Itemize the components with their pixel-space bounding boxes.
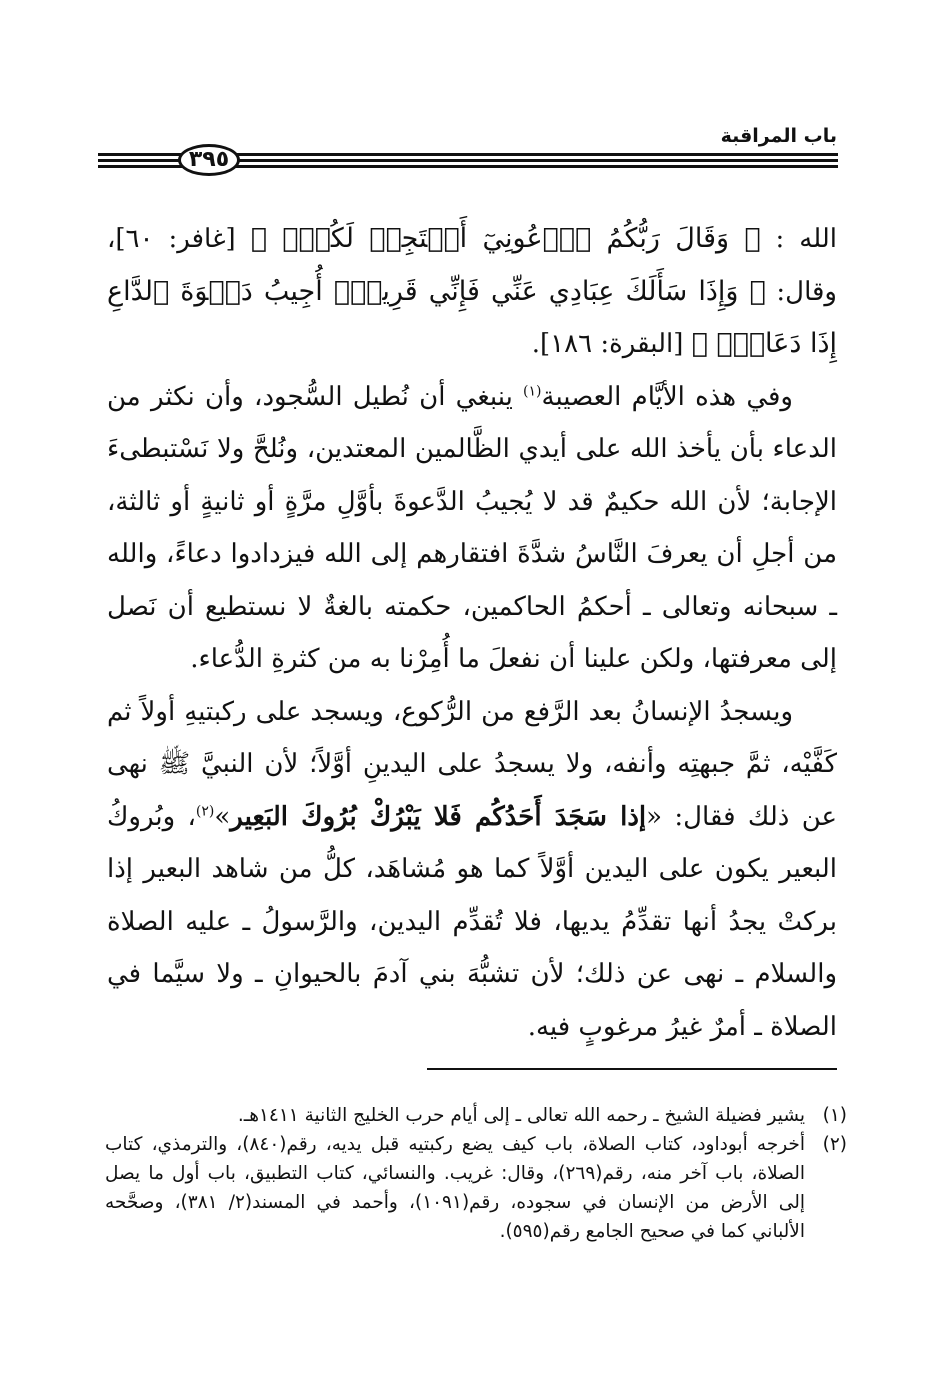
footnote-marker-1: (١) bbox=[523, 382, 542, 399]
footnote-number: (٢) bbox=[822, 1134, 847, 1155]
footnote-text: أخرجه أبوداود، كتاب الصلاة، باب كيف يضع ركبتيه قبل يديه، رقم(٨٤٠)، والترمذي، كتاب الصلاة، باب آخر منه، رقم(٢٦٩)، وقال: غريب. والنسائي، كتاب التطبيق، باب أول ما يصل إلى الأرض من الإنسان في سجوده، رقم(١٠٩١)، وأحمد في المسند(٢/ ٣٨١)، وصحَّحه الألباني كما في صحيح الجامع رقم(٥٩٥). bbox=[105, 1134, 806, 1242]
paragraph-lead: الله : bbox=[760, 224, 837, 254]
quran-verse-baqarah: ﴿ وَإِذَا سَأَلَكَ عِبَادِي عَنِّي فَإِنِّي قَرِيبٌۖ أُجِيبُ دَعۡوَةَ ٱلدَّاعِ إِذَا دَعَانِۖ ﴾ bbox=[107, 275, 837, 359]
main-text bbox=[107, 213, 837, 1053]
verse-reference-baqarah: [البقرة: ١٨٦]. bbox=[531, 329, 692, 359]
footnotes bbox=[105, 1101, 847, 1246]
paragraph-sujud bbox=[107, 686, 837, 1054]
page-number: ٣٩٥ bbox=[178, 144, 240, 176]
paragraph-text: ينبغي أن نُطيل السُّجود، وأن نكثر من الدعاء بأن يأخذ الله على أيدي الظَّالمين المعتدين، ونُلحَّ ولا نَسْتبطىءَ الإجابة؛ لأن الله حكيمٌ قد لا يُجيبُ الدَّعوةَ بأوَّلِ مرَّةٍ أو ثانيةٍ أو ثالثة، من أجلِ أن يعرفَ النَّاسُ شدَّةَ افتقارهم إلى الله فيزدادوا دعاءً، والله ـ سبحانه وتعالى ـ أحكمُ الحاكمين، حكمته بالغةٌ لا نستطيع أن نَصل إلى معرفتها، ولكن علينا أن نفعلَ ما أُمِرْنا به من كثرةِ الدُّعاء. bbox=[107, 381, 837, 674]
quote-close: » bbox=[214, 801, 231, 832]
header-rule bbox=[98, 147, 838, 172]
footnote-separator bbox=[427, 1068, 837, 1070]
paragraph-text: ويسجدُ الإنسانُ بعد الرَّفع من الرُّكوع، ويسجد على ركبتيهِ أولاً ثم كَفَّيْه، ثمَّ جبهتِه وأنفه، ولا يسجدُ على اليدينِ أوَّلاً؛ لأن النبيَّ ﷺ نهى عن ذلك فقال: « bbox=[107, 696, 838, 832]
running-title: باب المراقبة bbox=[720, 125, 837, 147]
paragraph-text: ، وبُروكُ البعير يكون على اليدين أوَّلاً كما هو مُشاهَد، كلُّ من شاهد البعير إذا بركتْ يجدُ أنها تقدِّمُ يديها، فلا تُقدِّم اليدين، والرَّسولُ ـ عليه الصلاة والسلام ـ نهى عن ذلك؛ لأن تشبُّهَ بني آدمَ بالحيوانِ ـ ولا سيَّما في الصلاة ـ أمرٌ غيرُ مرغوبٍ فيه. bbox=[107, 801, 837, 1042]
footnote-1 bbox=[105, 1101, 847, 1130]
footnote-2 bbox=[105, 1130, 847, 1246]
paragraph-dua bbox=[107, 371, 837, 686]
footnote-number: (١) bbox=[822, 1105, 847, 1126]
quran-verse-ghafir: ﴿ وَقَالَ رَبُّكُمُ ٱدۡعُونِيٓ أَسۡتَجِبۡ لَكُمۡۚ ﴾ bbox=[250, 223, 761, 254]
paragraph-quran-verses bbox=[107, 213, 837, 371]
footnote-text: يشير فضيلة الشيخ ـ رحمه الله تعالى ـ إلى أيام حرب الخليج الثانية ١٤١١هـ. bbox=[237, 1105, 805, 1126]
footnote-marker-2: (٢) bbox=[195, 802, 215, 819]
verse-reference-ghafir: [غافر: ٦٠]، وقال: bbox=[107, 224, 837, 307]
paragraph-text: وفي هذه الأيَّام العصيبة bbox=[541, 381, 793, 412]
hadith-quote: إذا سَجَدَ أَحَدُكُم فَلا يَبْرُكْ بُرُوكَ البَعِير bbox=[230, 801, 647, 832]
